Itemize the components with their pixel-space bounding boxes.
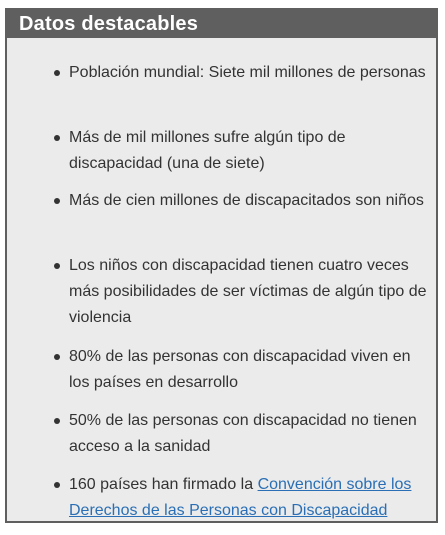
box-title: Datos destacables <box>7 10 436 38</box>
convention-link[interactable]: Convención sobre los Derechos de las Personas con Discapacidad <box>69 476 412 519</box>
list-item <box>69 60 429 86</box>
list-item <box>69 344 429 396</box>
fact-text: 80% de las personas con discapacidad viven en los países en desarrollo <box>69 348 411 391</box>
bullet-icon <box>54 70 60 76</box>
bullet-icon <box>54 418 60 424</box>
fact-text: Más de mil millones sufre algún tipo de discapacidad (una de siete) <box>69 129 346 172</box>
bullet-icon <box>54 198 60 204</box>
bullet-icon <box>54 354 60 360</box>
list-item <box>69 253 429 331</box>
list-item <box>69 472 429 523</box>
list-item <box>69 408 429 460</box>
highlights-box <box>5 8 438 523</box>
list-item <box>69 125 429 177</box>
fact-text: Población mundial: Siete mil millones de personas <box>69 64 426 81</box>
fact-text: 50% de las personas con discapacidad no tienen acceso a la sanidad <box>69 412 417 455</box>
fact-text: 160 países han firmado la <box>69 476 258 493</box>
bullet-icon <box>54 263 60 269</box>
bullet-icon <box>54 135 60 141</box>
list-item <box>69 188 429 214</box>
fact-text: Los niños con discapacidad tienen cuatro veces más posibilidades de ser víctimas de algún tipo de violencia <box>69 257 427 326</box>
fact-text: Más de cien millones de discapacitados son niños <box>69 192 424 209</box>
bullet-icon <box>54 482 60 488</box>
